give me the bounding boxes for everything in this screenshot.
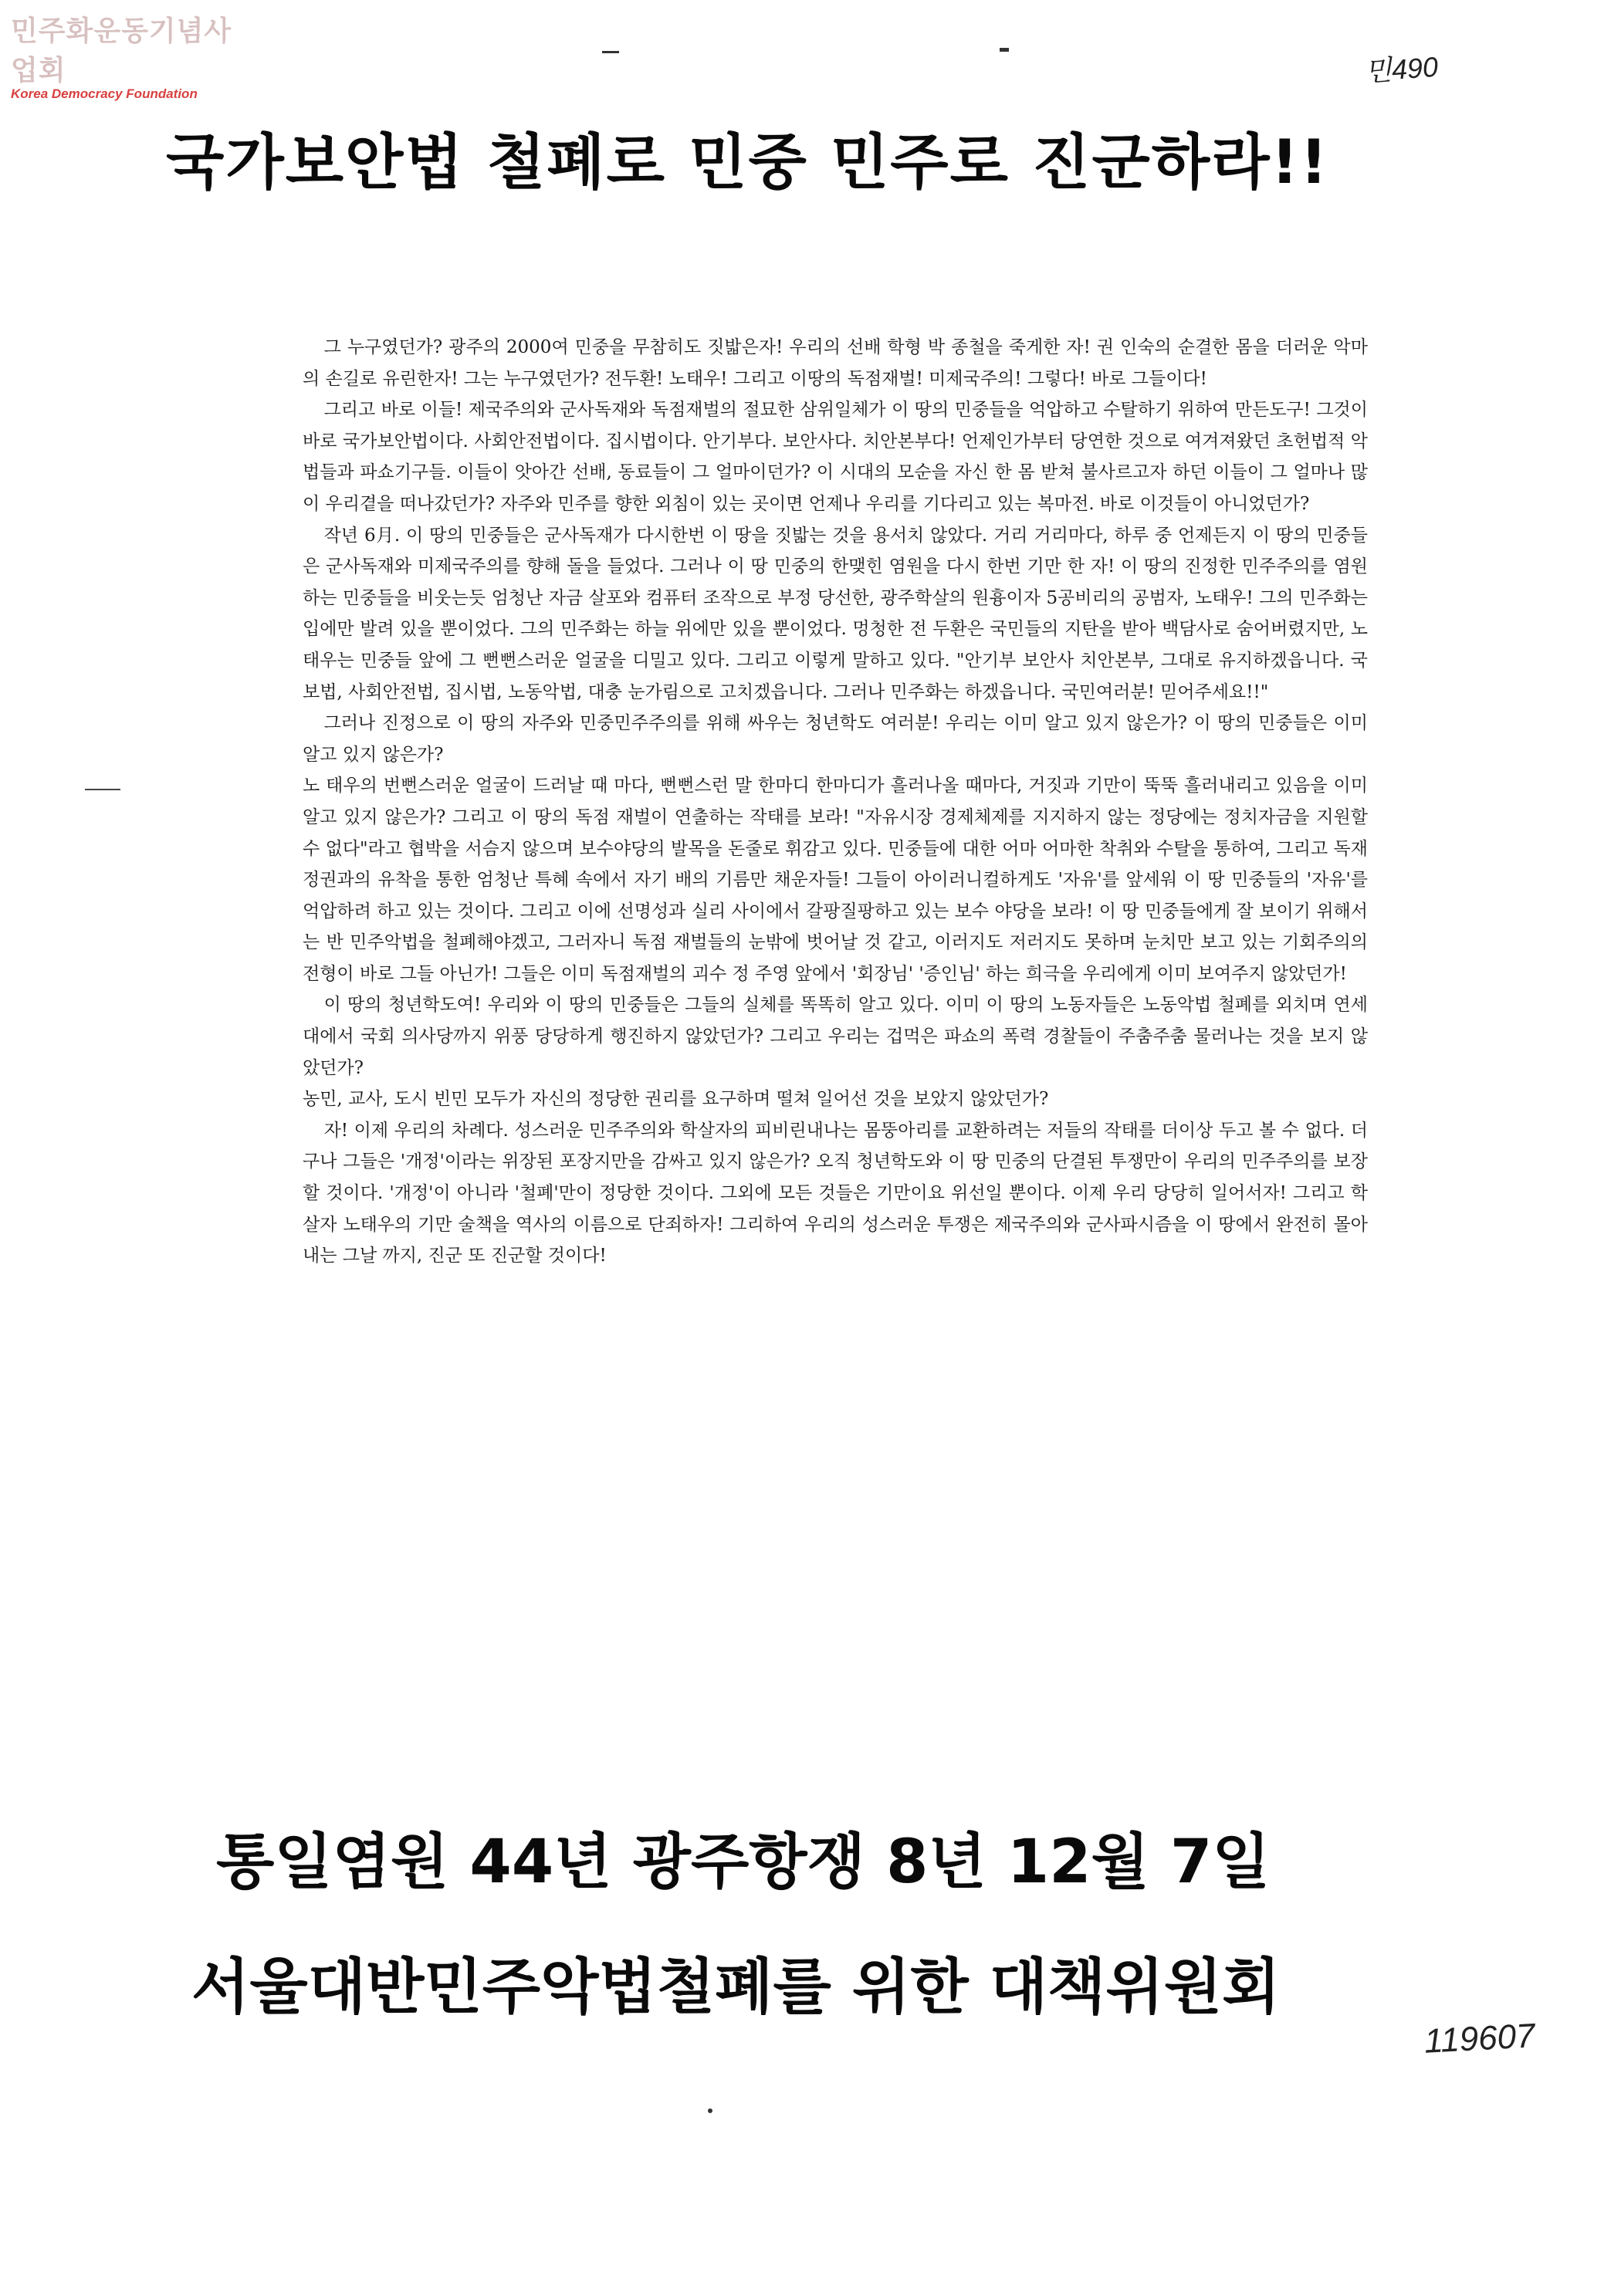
paragraph: 이 땅의 청년학도여! 우리와 이 땅의 민중들은 그들의 실체를 똑똑히 알고 있다. 이미 이 땅의 노동자들은 노동악법 철폐를 외치며 연세대에서 국회 의사당까지 위풍 당당하게 행진하지 않았던가? 그리고 우리는 겁먹은 파쇼의 폭력 경찰들이 주춤주춤 물러나는 것을 보지 않았던가? [303, 995, 1368, 1078]
paragraph: 그 누구였던가? 광주의 2000여 민중을 무참히도 짓밟은자! 우리의 선배 학형 박 종철을 죽게한 자! 권 인숙의 순결한 몸을 더러운 악마의 손길로 유린한자! 그는 누구였던가? 전두환! 노태우! 그리고 이땅의 독점재벌! 미제국주의! 그렇다! 바로 그들이다! [303, 337, 1368, 389]
watermark-english: Korea Democracy Foundation [11, 86, 198, 101]
document-title: 국가보안법 철폐로 민중 민주로 진군하라!! [166, 128, 1329, 198]
paragraph: 자! 이제 우리의 차례다. 성스러운 민주주의와 학살자의 피비린내나는 몸뚱아리를 교환하려는 저들의 작태를 더이상 두고 볼 수 없다. 더구나 그들은 '개정'이라는 위장된 포장지만을 감싸고 있지 않은가? 오직 청년학도와 이 땅 민중의 단결된 투쟁만이 우리의 민주주의를 보장할 것이다. '개정'이 아니라 '철폐'만이 정당한 것이다. 그외에 모든 것들은 기만이요 위선일 뿐이다. 이제 우리 당당히 일어서자! 그리고 학살자 노태우의 기만 술책을 역사의 이름으로 단죄하자! 그리하여 우리의 성스러운 투쟁은 제국주의와 군사파시즘을 이 땅에서 완전히 몰아내는 그날 까지, 진군 또 진군할 것이다! [303, 1120, 1368, 1266]
handwritten-doc-number: 민490 [1363, 50, 1440, 88]
paragraph: 그러나 진정으로 이 땅의 자주와 민중민주주의를 위해 싸우는 청년학도 여러분! 우리는 이미 알고 있지 않은가? 이 땅의 민중들은 이미 알고 있지 않은가? [303, 713, 1368, 765]
watermark-korean: 민주화운동기념사업회 [11, 15, 232, 86]
handwritten-archive-number: 119607 [1423, 2017, 1536, 2061]
paragraph: 그리고 바로 이들! 제국주의와 군사독재와 독점재벌의 절묘한 삼위일체가 이 땅의 민중들을 억압하고 수탈하기 위하여 만든도구! 그것이 바로 국가보안법이다. 사회안전법이다. 집시법이다. 안기부다. 보안사다. 치안본부다! 언제인가부터 당연한 것으로 여겨져왔던 초헌법적 악법들과 파쇼기구들. 이들이 앗아간 선배, 동료들이 그 얼마이던가? 이 시대의 모순을 자신 한 몸 받쳐 불사르고자 하던 이들이 그 얼마나 많이 우리곁을 떠나갔던가? 자주와 민주를 향한 외침이 있는 곳이면 언제나 우리를 기다리고 있는 복마전. 바로 이것들이 아니었던가? [303, 400, 1368, 514]
paragraph: 농민, 교사, 도시 빈민 모두가 자신의 정당한 권리를 요구하며 떨쳐 일어선 것을 보았지 않았던가? [303, 1089, 1049, 1110]
speck [1000, 48, 1009, 52]
footer-date-line: 통일염원 44년 광주항쟁 8년 12월 7일 [216, 1828, 1271, 1897]
speck [602, 51, 619, 53]
footer-organization: 서울대반민주악법철폐를 위한 대책위원회 [191, 1953, 1281, 2022]
speck [708, 2108, 712, 2113]
paragraph: 작년 6月. 이 땅의 민중들은 군사독재가 다시한번 이 땅을 짓밟는 것을 용서치 않았다. 거리 거리마다, 하루 중 언제든지 이 땅의 민중들은 군사독재와 미제국주의를 향해 돌을 들었다. 그러나 이 땅 민중의 한맺힌 염원을 다시 한번 기만 한 자! 이 땅의 진정한 민주주의를 염원하는 민중들을 비웃는듯 엄청난 자금 살포와 컴퓨터 조작으로 부정 당선한, 광주학살의 원흉이자 5공비리의 공범자, 노태우! 그의 민주화는 입에만 발려 있을 뿐이었다. 그의 민주화는 하늘 위에만 있을 뿐이었다. 멍청한 전 두환은 국민들의 지탄을 받아 백담사로 숨어버렸지만, 노태우는 민중들 앞에 그 뻔뻔스러운 얼굴을 디밀고 있다. 그리고 이렇게 말하고 있다. "안기부 보안사 치안본부, 그대로 유지하겠읍니다. 국보법, 사회안전법, 집시법, 노동악법, 대충 눈가림으로 고치겠읍니다. 그러나 민주화는 하겠읍니다. 국민여러분! 믿어주세요!!" [303, 525, 1368, 702]
paragraph: 노 태우의 번뻔스러운 얼굴이 드러날 때 마다, 뻔뻔스런 말 한마디 한마디가 흘러나올 때마다, 거짓과 기만이 뚝뚝 흘러내리고 있음을 이미 알고 있지 않은가? 그리고 이 땅의 독점 재벌이 연출하는 작태를 보라! "자유시장 경제체제를 지지하지 않는 정당에는 정치자금을 지원할 수 없다"라고 협박을 서슴지 않으며 보수야당의 발목을 돈줄로 휘감고 있다. 민중들에 대한 어마 어마한 착취와 수탈을 통하여, 그리고 독재 정권과의 유착을 통한 엄청난 특혜 속에서 자기 배의 기름만 채운자들! 그들이 아이러니컬하게도 '자유'를 앞세워 이 땅 민중들의 '자유'를 억압하려 하고 있는 것이다. 그리고 이에 선명성과 실리 사이에서 갈팡질팡하고 있는 보수 야당을 보라! 이 땅 민중들에게 잘 보이기 위해서는 반 민주악법을 철폐해야겠고, 그러자니 독점 재벌들의 눈밖에 벗어날 것 같고, 이러지도 저러지도 못하며 눈치만 보고 있는 기회주의의 전형이 바로 그들 아닌가! 그들은 이미 독점재벌의 괴수 정 주영 앞에서 '회장님' '증인님' 하는 희극을 우리에게 이미 보여주지 않았던가! [303, 776, 1368, 984]
speck [85, 789, 120, 790]
document-body [303, 332, 1368, 1272]
